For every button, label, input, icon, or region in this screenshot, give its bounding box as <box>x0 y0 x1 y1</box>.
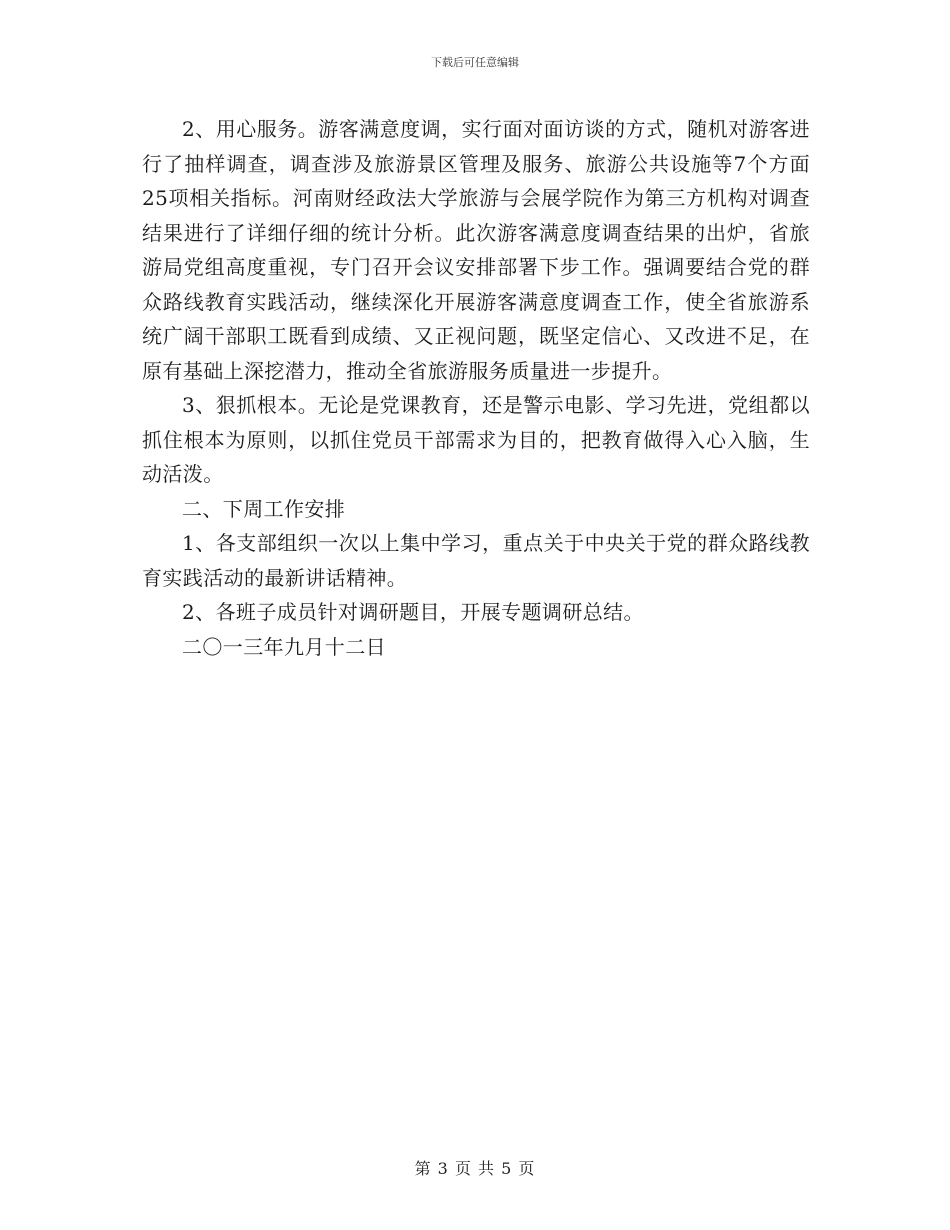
page-header: 下载后可任意编辑 <box>431 56 519 69</box>
paragraph-service: 2、用心服务。游客满意度调，实行面对面访谈的方式，随机对游客进行了抽样调查，调查涉及旅游景区管理及服务、旅游公共设施等7个方面25项相关指标。河南财经政法大学旅游与会展学院作为第三方机构对调查结果进行了详细仔细的统计分析。此次游客满意度调查结果的出炉，省旅游局党组高度重视，专门召开会议安排部署下步工作。强调要结合党的群众路线教育实践活动，继续深化开展游客满意度调查工作，使全省旅游系统广阔干部职工既看到成绩、又正视问题，既坚定信心、又改进不足，在原有基础上深挖潜力，推动全省旅游服务质量进一步提升。 <box>142 117 810 383</box>
paragraph-team-research: 2、各班子成员针对调研题目，开展专题调研总结。 <box>182 600 644 624</box>
page-number-footer: 第 3 页 共 5 页 <box>414 1159 536 1178</box>
document-body <box>142 112 810 664</box>
paragraph-branch-study: 1、各支部组织一次以上集中学习，重点关于中央关于党的群众路线教育实践活动的最新讲话精神。 <box>142 531 810 590</box>
document-date: 二〇一三年九月十二日 <box>182 634 386 659</box>
section-heading-next-week: 二、下周工作安排 <box>182 496 346 521</box>
paragraph-fundamentals: 3、狠抓根本。无论是党课教育，还是警示电影、学习先进，党组都以抓住根本为原则，以抓住党员干部需求为目的，把教育做得入心入脑，生动活泼。 <box>142 393 810 486</box>
